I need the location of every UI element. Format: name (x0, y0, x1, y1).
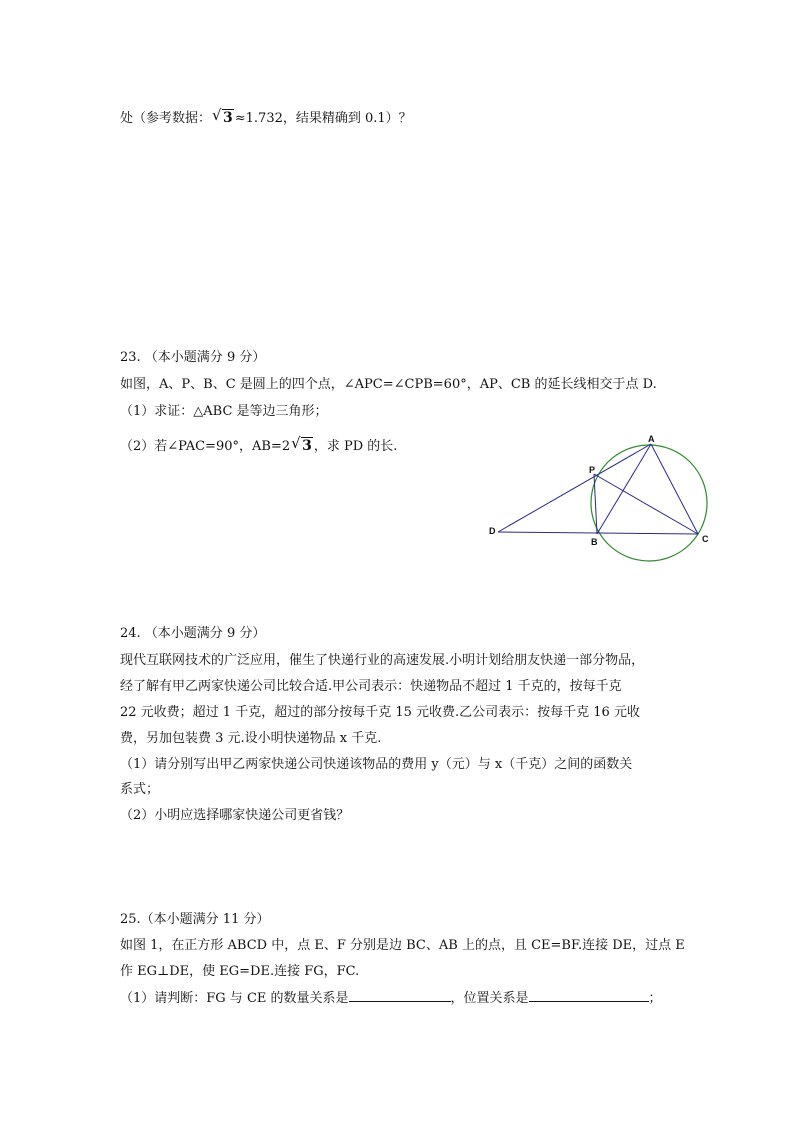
q24-line1: 现代互联网技术的广泛应用，催生了快递行业的高速发展.小明计划给朋友快递一部分物品， (120, 653, 645, 668)
label-d: D (489, 526, 496, 536)
q23-part2-prefix: （2）若∠PAC=90°，AB=2 (120, 439, 291, 454)
q25-line2: 作 EG⊥DE，使 EG=DE.连接 FG，FC. (120, 964, 360, 979)
geometry-figure (484, 430, 716, 570)
q24-line4: 费，另加包装费 3 元.设小明快递物品 x 千克. (120, 731, 382, 746)
q23-part2-suffix: ，求 PD 的长. (313, 439, 398, 454)
q24-header: 24. （本小题满分 9 分） (120, 626, 266, 641)
circle (591, 445, 707, 561)
q22-reference-line (120, 106, 412, 128)
q24-line3: 22 元收费；超过 1 千克，超过的部分按每千克 15 元收费.乙公司表示：按每千克 16 元收 (120, 705, 640, 720)
q25-line3-b: ，位置关系是 (450, 991, 529, 1006)
q25-line3-a: （1）请判断：FG 与 CE 的数量关系是 (120, 991, 349, 1006)
q25-line1: 如图 1，在正方形 ABCD 中，点 E、F 分别是边 BC、AB 上的点，且 CE=BF.连接 DE，过点 E (120, 938, 685, 953)
line-ab (597, 444, 651, 534)
q22-prefix: 处（参考数据： (120, 111, 212, 126)
answer-blank-quantity[interactable] (349, 989, 451, 1002)
q24-line5: （1）请分别写出甲乙两家快递公司快递该物品的费用 y（元）与 x（千克）之间的函数关 (120, 757, 633, 772)
q25-line3 (120, 989, 662, 1008)
q24-line6: 系式； (120, 782, 160, 797)
line-da (498, 444, 651, 532)
label-b: B (591, 537, 598, 547)
q24-line2: 经了解有甲乙两家快递公司比较合适.甲公司表示：快递物品不超过 1 千克的，按每千克 (120, 679, 622, 694)
sqrt-symbol: √ 3 (212, 106, 233, 126)
q25-line3-c: ； (648, 991, 662, 1006)
sqrt-symbol: √ 3 (291, 434, 312, 454)
q22-suffix: ≈1.732，结果精确到 0.1）？ (234, 111, 412, 126)
q24-line7: （2）小明应选择哪家快递公司更省钱？ (120, 808, 350, 823)
q25-header: 25.（本小题满分 11 分） (120, 912, 270, 927)
q23-part2 (120, 434, 398, 456)
q23-statement: 如图，A、P、B、C 是圆上的四个点，∠APC=∠CPB=60°，AP、CB 的延长线相交于点 D. (120, 377, 657, 392)
q23-header: 23. （本小题满分 9 分） (120, 350, 266, 365)
label-p: P (589, 465, 596, 475)
answer-blank-position[interactable] (529, 989, 649, 1002)
label-a: A (648, 434, 655, 444)
label-c: C (702, 534, 709, 544)
q23-part1: （1）求证：△ABC 是等边三角形； (120, 404, 328, 419)
